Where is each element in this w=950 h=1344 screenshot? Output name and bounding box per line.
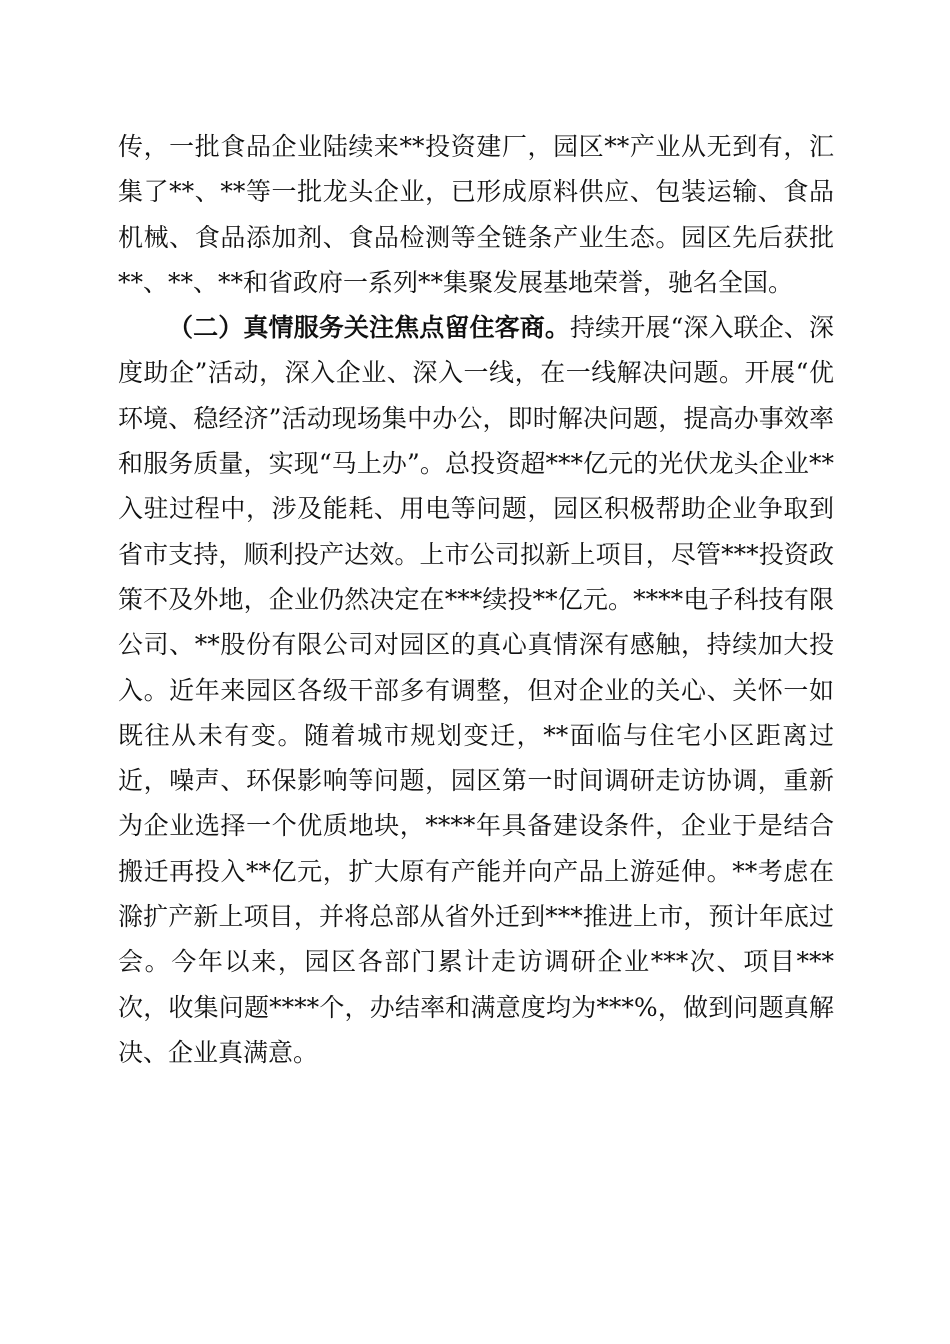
section-heading: （二）真情服务关注焦点留住客商。	[168, 313, 570, 343]
document-body	[118, 124, 834, 1075]
paragraph-service	[118, 305, 834, 1075]
paragraph-service-body: 持续开展“深入联企、深度助企”活动，深入企业、深入一线，在一线解决问题。开展“优环境、稳经济”活动现场集中办公，即时解决问题，提高办事效率和服务质量，实现“马上办”。总投资超***亿元的光伏龙头企业**入驻过程中，涉及能耗、用电等问题，园区积极帮助企业争取到省市支持，顺利投产达效。上市公司拟新上项目，尽管***投资政策不及外地，企业仍然决定在***续投**亿元。****电子科技有限公司、**股份有限公司对园区的真心真情深有感触，持续加大投入。近年来园区各级干部多有调整，但对企业的关心、关怀一如既往从未有变。随着城市规划变迁，**面临与住宅小区距离过近，噪声、环保影响等问题，园区第一时间调研走访协调，重新为企业选择一个优质地块，****年具备建设条件，企业于是结合搬迁再投入**亿元，扩大原有产能并向产品上游延伸。**考虑在滁扩产新上项目，并将总部从省外迁到***推进上市，预计年底过会。今年以来，园区各部门累计走访调研企业***次、项目***次，收集问题****个，办结率和满意度均为***%，做到问题真解决、企业真满意。	[118, 313, 834, 1067]
paragraph-continuation: 传，一批食品企业陆续来**投资建厂，园区**产业从无到有，汇集了**、**等一批龙头企业，已形成原料供应、包装运输、食品机械、食品添加剂、食品检测等全链条产业生态。园区先后获批**、**、**和省政府一系列**集聚发展基地荣誉，驰名全国。	[118, 132, 834, 297]
